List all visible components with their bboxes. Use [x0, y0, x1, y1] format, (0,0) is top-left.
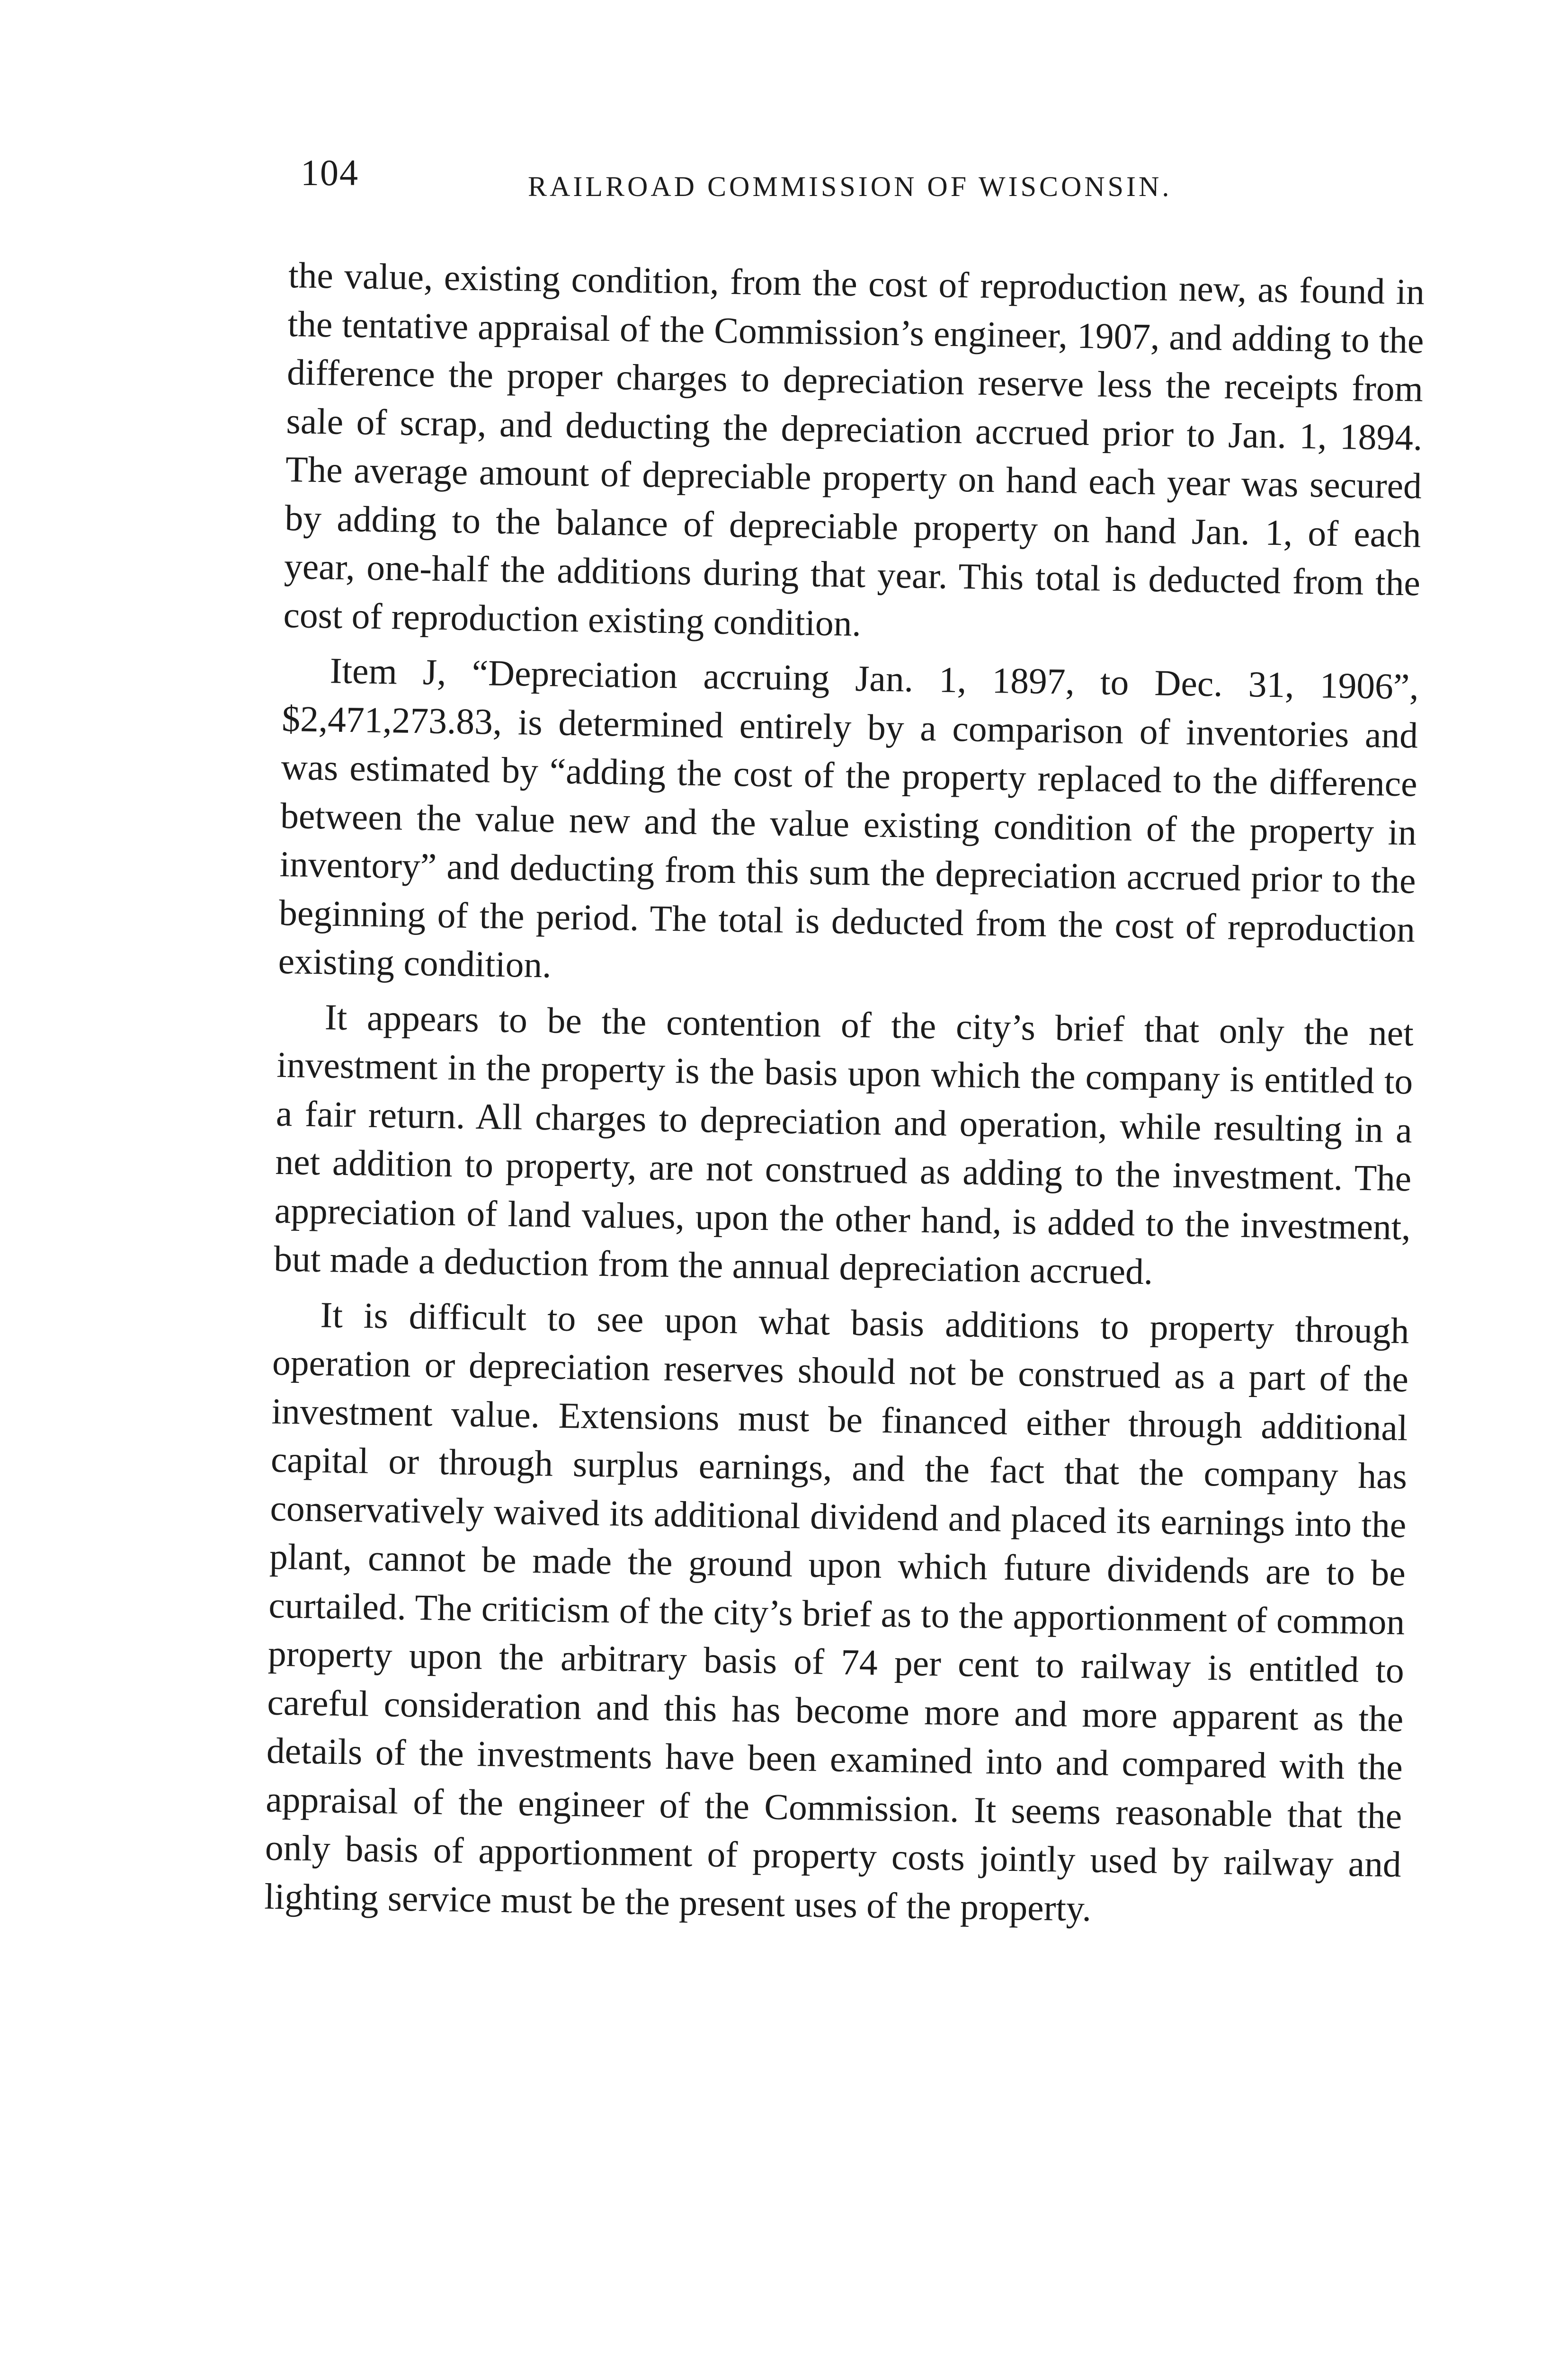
- page-header: [301, 142, 1427, 213]
- page-number: 104: [301, 152, 359, 193]
- paragraph-continued: the value, existing condition, from the cost of reproduction new, as found in the tentative appraisal of the Commission’s engineer, 1907, and adding to the difference the proper charges to depreciation reserve less the receipts from sale of scrap, and deducting the depreciation accrued prior to Jan. 1, 1894. The average amount of depreciable property on hand each year was secured by adding to the balance of depreciable property on hand Jan. 1, of each year, one-half the additions during that year. This total is deducted from the cost of reproduction existing condition.: [283, 254, 1425, 644]
- paragraph-net-investment: It appears to be the contention of the city’s brief that only the net investment in the property is the basis upon which the company is entitled to a fair return. All charges to depreciation and operation, while resulting in a net addition to property, are not construed as adding to the investment. The appreciation of land values, upon the other hand, is added to the investment, but made a deduction from the annual depreciation accrued.: [273, 996, 1414, 1292]
- paragraph-additions-to-property: It is difficult to see upon what basis additions to property through operation or depreciation reserves should not be construed as a part of the investment value. Extensions must be financed either through additional capital or through surplus earnings, and the fact that the company has conservatively waived its additional dividend and placed its earnings into the plant, cannot be made the ground upon which future dividends are to be curtailed. The criticism of the city’s brief as to the apportionment of common property upon the arbitrary basis of 74 per cent to railway is entitled to careful consideration and this has become more and more apparent as the details of the investments have been examined into and compared with the appraisal of the engineer of the Commission. It seems reasonable that the only basis of apportionment of property costs jointly used by railway and lighting service must be the present uses of the property.: [264, 1294, 1410, 1929]
- running-head: RAILROAD COMMISSION OF WISCONSIN.: [528, 171, 1172, 202]
- paragraph-item-j: Item J, “Depreciation accruing Jan. 1, 1897, to Dec. 31, 1906”, $2,471,273.83, is determined entirely by a comparison of inventories and was estimated by “adding the cost of the property replaced to the difference between the value new and the value existing condition of the property in inventory” and deducting from this sum the depreciation accrued prior to the beginning of the period. The total is deducted from the cost of reproduction existing condition.: [278, 650, 1419, 986]
- body-text: [264, 251, 1425, 1944]
